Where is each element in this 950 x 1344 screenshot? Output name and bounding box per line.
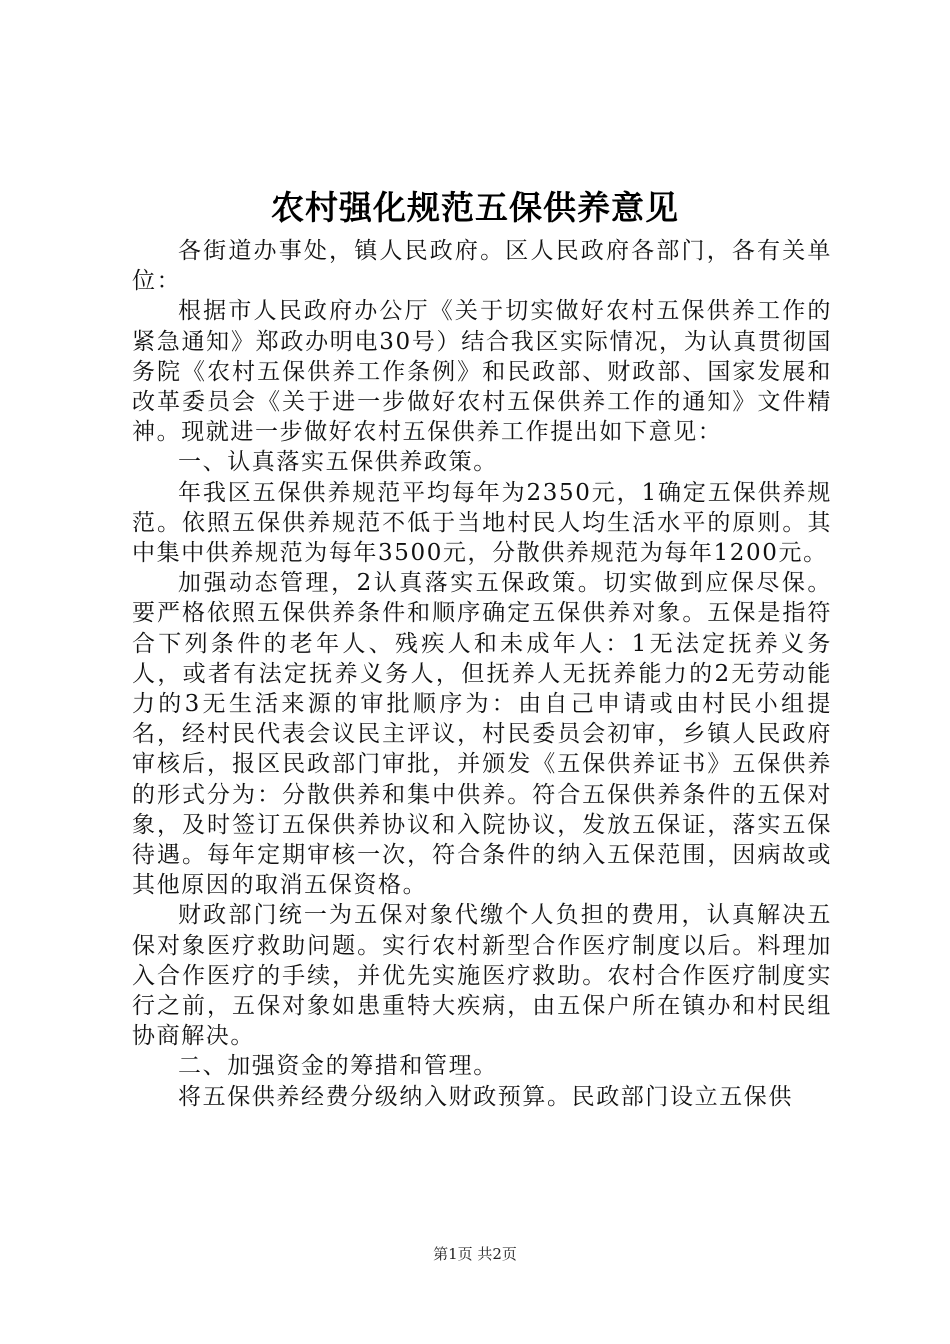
body-paragraph: 将五保供养经费分级纳入财政预算。民政部门设立五保供 [178, 1083, 793, 1110]
section-heading: 二、加强资金的筹措和管理。 [178, 1053, 498, 1080]
body-paragraph: 根据市人民政府办公厅《关于切实做好农村五保供养工作的紧急通知》郑政办明电30号）结合我区实际情况，为认真贯彻国务院《农村五保供养工作条例》和民政部、财政部、国家发展和改革委员会《关于进一步做好农村五保供养工作的通知》文件精神。现就进一步做好农村五保供养工作提出如下意见： [132, 298, 832, 446]
document-title: 农村强化规范五保供养意见 [271, 188, 679, 227]
body-paragraph: 财政部门统一为五保对象代缴个人负担的费用，认真解决五保对象医疗救助问题。实行农村新型合作医疗制度以后。料理加入合作医疗的手续，并优先实施医疗救助。农村合作医疗制度实行之前，五保对象如患重特大疾病，由五保户所在镇办和村民组协商解决。 [132, 902, 832, 1050]
section-heading: 一、认真落实五保供养政策。 [178, 449, 498, 476]
page-number-footer: 第1页 共2页 [433, 1245, 517, 1263]
document-body [132, 236, 832, 1112]
salutation-paragraph: 各街道办事处，镇人民政府。区人民政府各部门，各有关单位： [132, 238, 832, 295]
body-paragraph: 加强动态管理，2认真落实五保政策。切实做到应保尽保。要严格依照五保供养条件和顺序确定五保供养对象。五保是指符合下列条件的老年人、残疾人和未成年人：1无法定抚养义务人，或者有法定抚养义务人，但抚养人无抚养能力的2无劳动能力的3无生活来源的审批顺序为：由自己申请或由村民小组提名，经村民代表会议民主评议，村民委员会初审，乡镇人民政府审核后，报区民政部门审批，并颁发《五保供养证书》五保供养的形式分为：分散供养和集中供养。符合五保供养条件的五保对象，及时签订五保供养协议和入院协议，发放五保证，落实五保待遇。每年定期审核一次，符合条件的纳入五保范围，因病故或其他原因的取消五保资格。 [132, 570, 832, 899]
body-paragraph: 年我区五保供养规范平均每年为2350元，1确定五保供养规范。依照五保供养规范不低于当地村民人均生活水平的原则。其中集中供养规范为每年3500元，分散供养规范为每年1200元。 [132, 479, 832, 567]
